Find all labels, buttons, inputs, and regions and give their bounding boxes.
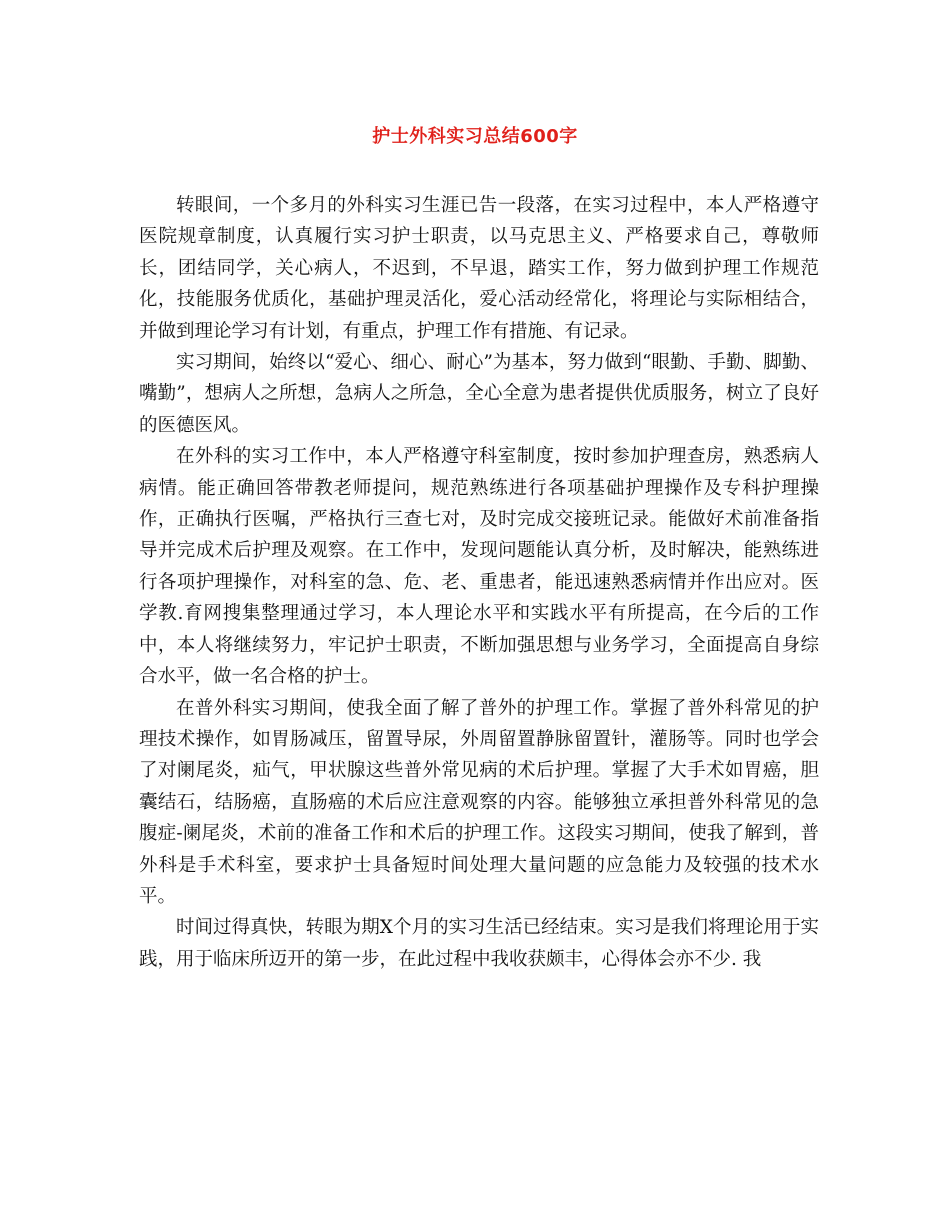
paragraph-3: 在外科的实习工作中，本人严格遵守科室制度，按时参加护理查房，熟悉病人病情。能正确回答带教老师提问，规范熟练进行各项基础护理操作及专科护理操作，正确执行医嘱，严格执行三查七对，及时完成交接班记录。能做好术前准备指导并完成术后护理及观察。在工作中，发现问题能认真分析，及时解决，能熟练进行各项护理操作，对科室的急、危、老、重患者，能迅速熟悉病情并作出应对。医学教.育网搜集整理通过学习，本人理论水平和实践水平有所提高，在今后的工作中，本人将继续努力，牢记护士职责，不断加强思想与业务学习，全面提高自身综合水平，做一名合格的护士。: [139, 446, 819, 688]
document-title: 护士外科实习总结600字: [372, 126, 578, 147]
paragraph-2: 实习期间，始终以“爱心、细心、耐心”为基本，努力做到“眼勤、手勤、脚勤、嘴勤”，想病人之所想，急病人之所急，全心全意为患者提供优质服务，树立了良好的医德医风。: [139, 352, 819, 436]
paragraph-4: 在普外科实习期间，使我全面了解了普外的护理工作。掌握了普外科常见的护理技术操作，如胃肠减压，留置导尿，外周留置静脉留置针，灌肠等。同时也学会了对阑尾炎，疝气，甲状腺这些普外常见病的术后护理。掌握了大手术如胃癌，胆囊结石，结肠癌，直肠癌的术后应注意观察的内容。能够独立承担普外科常见的急腹症-阑尾炎，术前的准备工作和术后的护理工作。这段实习期间，使我了解到，普外科是手术科室，要求护士具备短时间处理大量问题的应急能力及较强的技术水平。: [139, 697, 819, 907]
paragraph-1: 转眼间，一个多月的外科实习生涯已告一段落，在实习过程中，本人严格遵守医院规章制度，认真履行实习护士职责，以马克思主义、严格要求自己，尊敬师长，团结同学，关心病人，不迟到，不早退，踏实工作，努力做到护理工作规范化，技能服务优质化，基础护理灵活化，爱心活动经常化，将理论与实际相结合，并做到理论学习有计划，有重点，护理工作有措施、有记录。: [139, 195, 819, 342]
document-body: [139, 190, 819, 975]
paragraph-5: 时间过得真快，转眼为期X个月的实习生活已经结束。实习是我们将理论用于实践，用于临床所迈开的第一步，在此过程中我收获颇丰，心得体会亦不少. 我: [139, 917, 819, 970]
